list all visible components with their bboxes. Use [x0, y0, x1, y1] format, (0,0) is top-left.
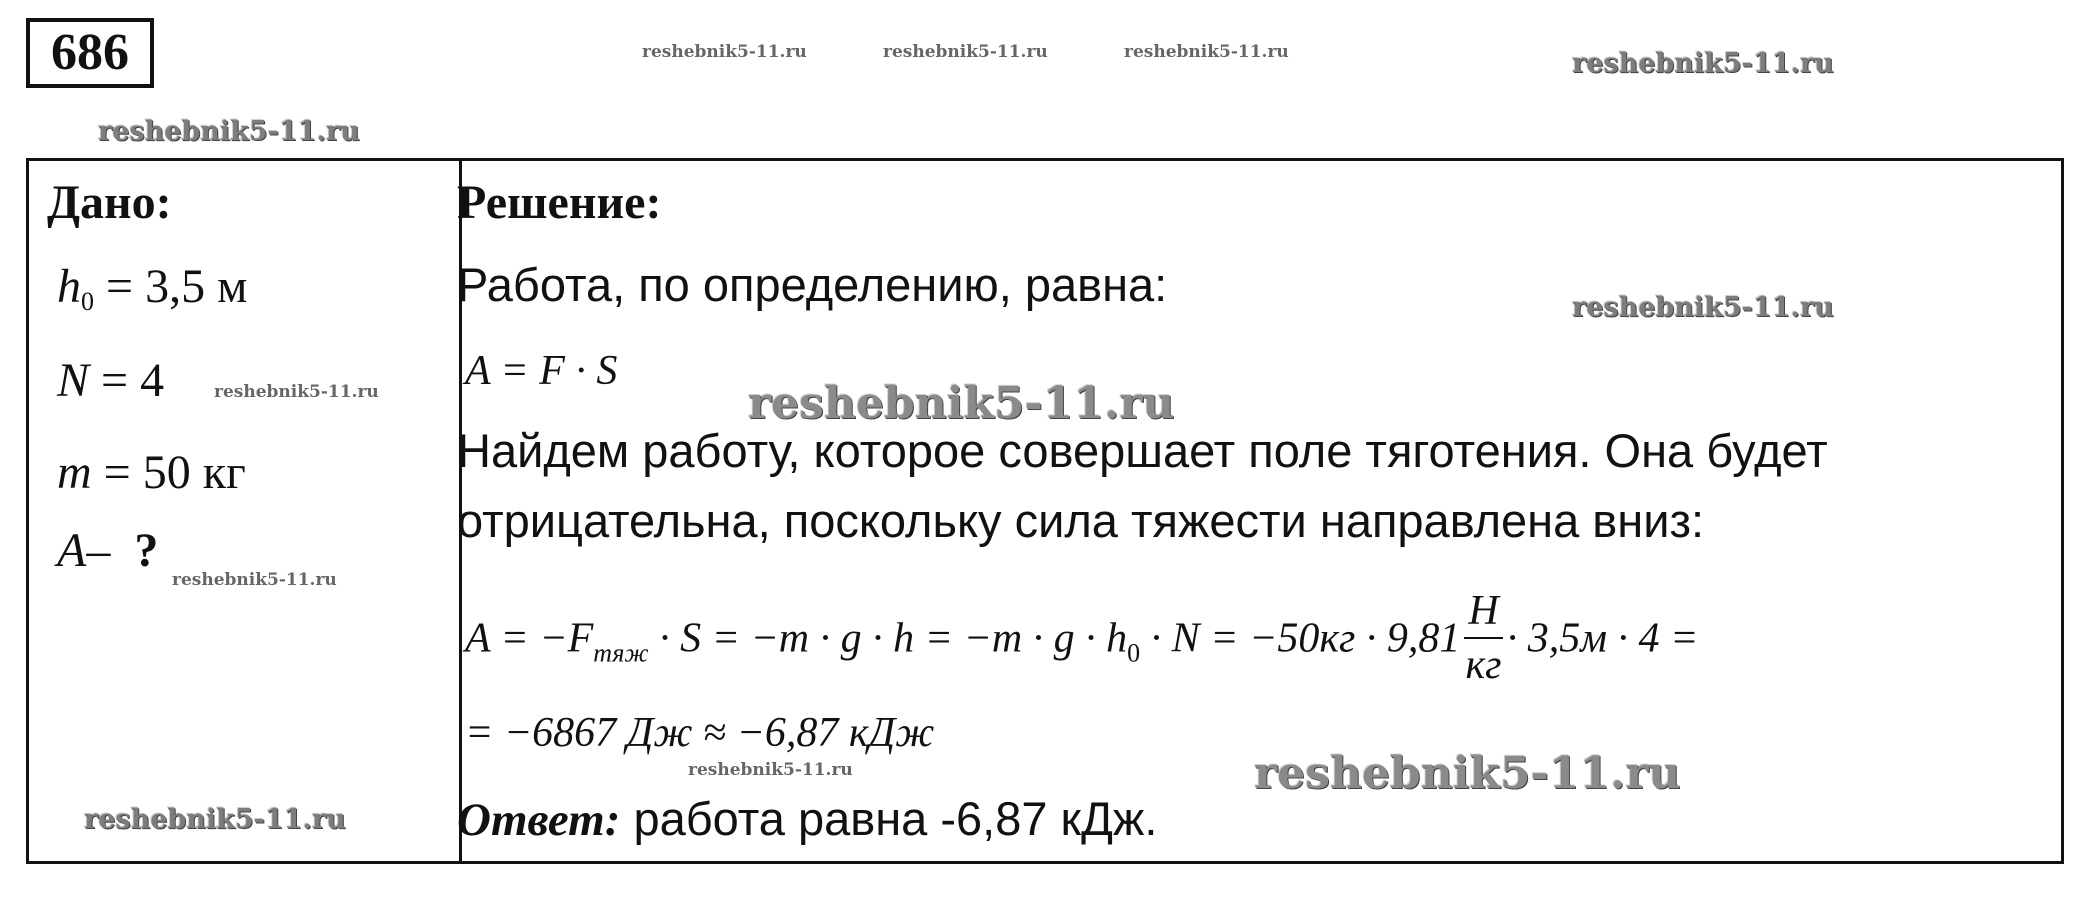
- solution-line-1: Работа, по определению, равна:: [457, 258, 1168, 311]
- answer-label: Ответ:: [457, 794, 621, 846]
- formula2-fraction: [1464, 585, 1502, 691]
- formula-work-result: = −6867 Дж ≈ −6,87 кДж: [465, 710, 935, 756]
- answer-line: [457, 791, 1157, 847]
- problem-number: 686: [26, 18, 154, 88]
- solution-line-3: отрицательна, поскольку сила тяжести направлена вниз:: [457, 494, 1705, 547]
- formula2-end: · N = −50кг · 9,81: [1140, 615, 1461, 662]
- formula-work-definition: A = F · S: [465, 348, 618, 394]
- solution-line-2: Найдем работу, которое совершает поле тяготения. Она будет: [457, 424, 1828, 477]
- solution-heading: Решение:: [457, 176, 662, 229]
- watermark: reshebnik5-11.ru: [688, 760, 853, 780]
- formula2-mid: · S = −m · g · h = −m · g · h: [648, 615, 1128, 662]
- fraction-denominator: кг: [1465, 642, 1502, 688]
- given-m-value: = 50 кг: [103, 446, 246, 499]
- watermark: reshebnik5-11.ru: [172, 570, 337, 590]
- given-n: N = 4: [57, 354, 165, 407]
- answer-text: работа равна -6,87 кДж.: [620, 792, 1158, 845]
- watermark: reshebnik5-11.ru: [84, 804, 346, 835]
- given-n-value: = 4: [101, 354, 165, 407]
- given-h0-value: = 3,5 м: [106, 260, 248, 313]
- fraction-numerator: Н: [1464, 585, 1502, 639]
- formula-work-calculation: [465, 589, 1698, 695]
- watermark: reshebnik5-11.ru: [748, 378, 1175, 429]
- watermark: reshebnik5-11.ru: [98, 116, 360, 147]
- given-heading: Дано:: [47, 176, 172, 229]
- watermark: reshebnik5-11.ru: [1124, 42, 1289, 62]
- solution-sheet: [26, 158, 2064, 864]
- formula2-tail: · 3,5м · 4 =: [1506, 615, 1699, 662]
- watermark: reshebnik5-11.ru: [1572, 48, 1834, 79]
- watermark: reshebnik5-11.ru: [214, 382, 379, 402]
- given-m: m = 50 кг: [57, 446, 246, 499]
- given-a-value: ?: [134, 524, 159, 577]
- watermark: reshebnik5-11.ru: [1254, 748, 1681, 799]
- watermark: reshebnik5-11.ru: [883, 42, 1048, 62]
- formula2-sub: тяж: [593, 638, 649, 668]
- watermark: reshebnik5-11.ru: [642, 42, 807, 62]
- formula2-h-sub: 0: [1127, 638, 1141, 668]
- formula2-start: A = −F: [465, 615, 594, 662]
- watermark: reshebnik5-11.ru: [1572, 292, 1834, 323]
- given-a: A– ?: [57, 524, 159, 577]
- given-h0: $h_0 = 3,5$ м: [57, 260, 248, 316]
